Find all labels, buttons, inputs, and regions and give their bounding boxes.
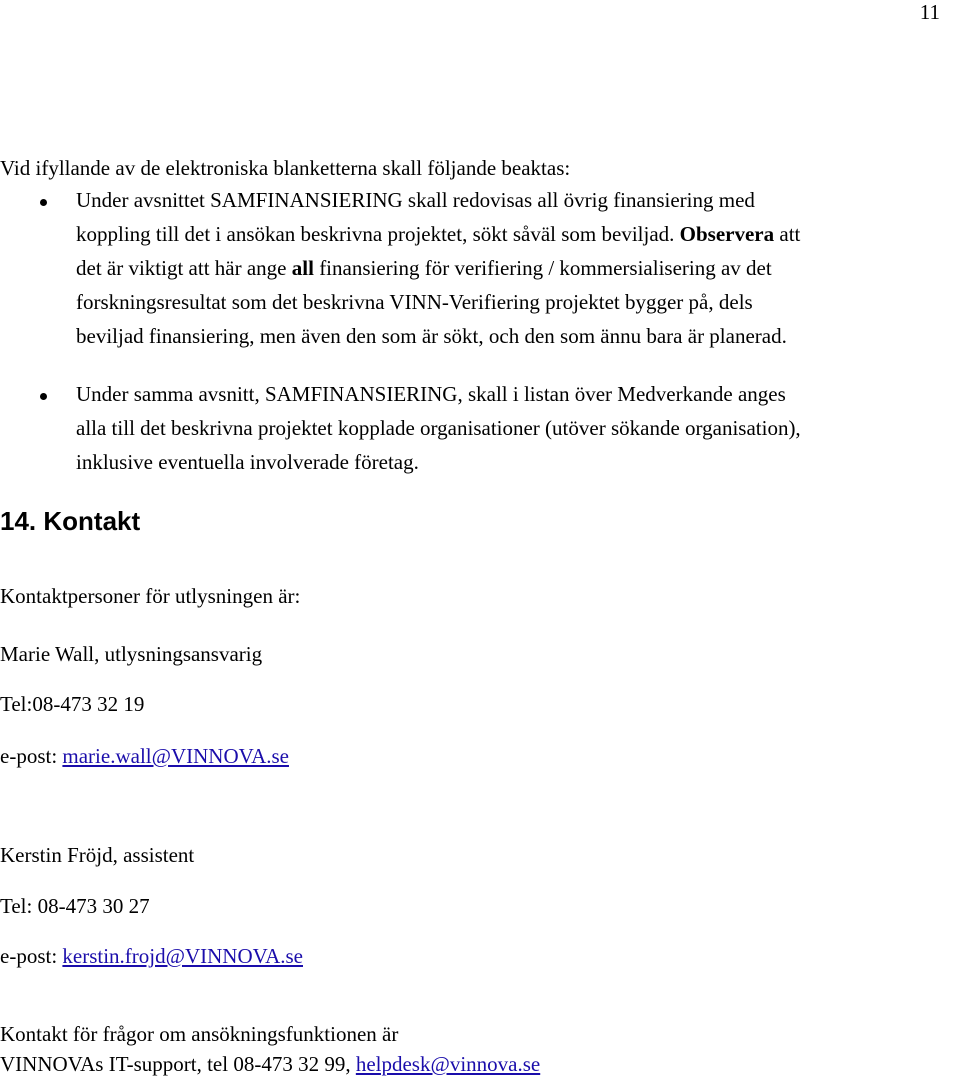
- contact1-name: Marie Wall, utlysningsansvarig: [0, 642, 263, 666]
- bullet2-line2: alla till det beskrivna projektet kopplade organisationer (utöver sökande organisation),: [76, 416, 801, 440]
- contact2-name: Kerstin Fröjd, assistent: [0, 843, 195, 867]
- contact1-email-row: e-post: marie.wall@VINNOVA.se: [0, 744, 289, 768]
- intro-text: Vid ifyllande av de elektroniska blanketterna skall följande beaktas:: [0, 156, 571, 180]
- bullet-icon: [40, 393, 47, 400]
- contacts-intro: Kontaktpersoner för utlysningen är:: [0, 584, 301, 608]
- bullet-icon: [40, 199, 47, 206]
- bullet1-line4: forskningsresultat som det beskrivna VINN-Verifiering projektet bygger på, dels: [76, 290, 753, 314]
- contact2-tel: Tel: 08-473 30 27: [0, 894, 150, 918]
- bullet1-line5: beviljad finansiering, men även den som är sökt, och den som ännu bara är planerad.: [76, 324, 787, 348]
- contact1-tel: Tel:08-473 32 19: [0, 692, 145, 716]
- helpdesk-email-link[interactable]: helpdesk@vinnova.se: [355, 1052, 541, 1076]
- section-heading: 14. Kontakt: [0, 506, 141, 536]
- observera-bold: Observera: [679, 222, 775, 246]
- bullet1-line2: koppling till det i ansökan beskrivna projektet, sökt såväl som beviljad. Observera att: [76, 222, 801, 246]
- all-bold: all: [291, 256, 314, 280]
- bullet1-line3: det är viktigt att här ange all finansiering för verifiering / kommersialisering av det: [76, 256, 772, 280]
- page-number: 11: [919, 0, 940, 24]
- support-line2: VINNOVAs IT-support, tel 08-473 32 99, helpdesk@vinnova.se: [0, 1052, 541, 1076]
- bullet2-line3: inklusive eventuella involverade företag.: [76, 450, 419, 474]
- contact2-email-link[interactable]: kerstin.frojd@VINNOVA.se: [62, 944, 303, 968]
- bullet2-line1: Under samma avsnitt, SAMFINANSIERING, skall i listan över Medverkande anges: [76, 382, 786, 406]
- contact2-email-row: e-post: kerstin.frojd@VINNOVA.se: [0, 944, 303, 968]
- contact1-email-link[interactable]: marie.wall@VINNOVA.se: [62, 744, 289, 768]
- bullet1-line1: Under avsnittet SAMFINANSIERING skall redovisas all övrig finansiering med: [76, 188, 755, 212]
- support-line1: Kontakt för frågor om ansökningsfunktionen är: [0, 1022, 399, 1046]
